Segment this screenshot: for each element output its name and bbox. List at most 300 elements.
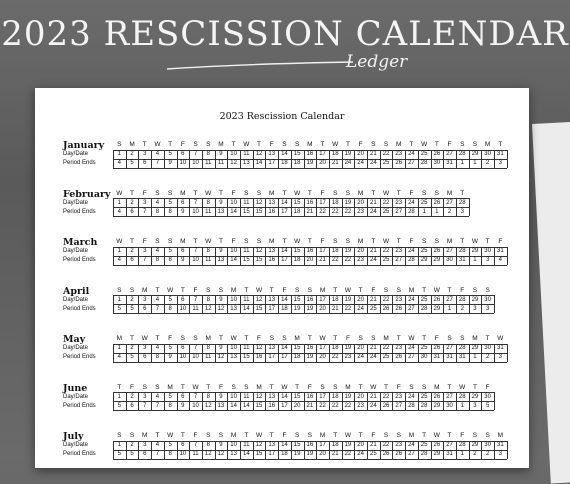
- period-end-cell: 26: [395, 354, 403, 360]
- month-name: June: [63, 382, 88, 394]
- row-label-period-ends: Period Ends: [63, 160, 96, 166]
- weekday-cell: T: [307, 335, 312, 342]
- month-block: [35, 431, 529, 471]
- grid-divider: [316, 247, 317, 265]
- grid-divider: [418, 247, 419, 265]
- period-end-cell: 15: [243, 208, 250, 215]
- date-cell: 11: [243, 151, 250, 157]
- weekday-cell: T: [434, 141, 439, 148]
- weekday-cell: M: [396, 141, 402, 148]
- weekday-cell: T: [333, 432, 338, 439]
- period-end-cell: 28: [420, 160, 428, 166]
- period-end-cell: 28: [408, 208, 415, 215]
- weekday-cell: F: [434, 335, 439, 342]
- period-end-cell: 16: [268, 402, 276, 409]
- weekday-cell: F: [460, 286, 465, 294]
- grid-divider: [469, 392, 470, 410]
- weekday-cell: S: [282, 141, 287, 148]
- date-cell: 16: [306, 296, 314, 303]
- date-cell: 26: [433, 442, 441, 448]
- period-end-cell: 28: [420, 451, 428, 457]
- weekday-cell: T: [168, 141, 173, 148]
- period-end-cell: 6: [143, 160, 147, 166]
- grid-divider: [469, 344, 470, 362]
- weekday-cell: M: [472, 335, 478, 342]
- period-end-cell: 30: [420, 354, 428, 360]
- sheet-title: 2023 Rescission Calendar: [219, 111, 345, 122]
- date-cell: 18: [331, 296, 339, 303]
- weekday-cell: W: [382, 238, 390, 245]
- period-end-cell: 9: [168, 160, 172, 166]
- weekday-cell: S: [167, 238, 173, 245]
- date-cell: 6: [181, 393, 185, 400]
- weekday-cell: F: [485, 383, 490, 391]
- weekday-cell: S: [294, 141, 300, 148]
- weekday-cell: F: [142, 189, 147, 197]
- weekday-cell: M: [408, 286, 415, 294]
- date-cell: 1: [117, 199, 122, 206]
- weekday-cell: T: [206, 383, 211, 391]
- weekday-cell: S: [383, 141, 389, 148]
- row-label-day-date: Day/Date: [63, 296, 89, 303]
- grid-divider: [278, 295, 279, 313]
- period-end-cell: 14: [230, 257, 237, 263]
- weekday-cell: T: [218, 189, 223, 197]
- grid-divider: [113, 150, 114, 168]
- period-end-cell: 5: [117, 305, 122, 312]
- period-end-cell: 22: [331, 354, 339, 360]
- weekday-cell: W: [344, 286, 351, 294]
- date-cell: 30: [484, 296, 491, 303]
- period-end-cell: 6: [143, 305, 147, 312]
- grid-divider: [265, 247, 266, 265]
- grid-divider: [291, 344, 292, 362]
- date-cell: 10: [230, 199, 237, 206]
- weekday-cell: T: [333, 335, 338, 342]
- grid-divider: [329, 295, 330, 313]
- date-cell: 24: [408, 345, 415, 351]
- period-end-cell: 1: [422, 208, 426, 215]
- grid-divider: [405, 198, 406, 216]
- weekday-cell: T: [358, 432, 363, 439]
- date-cell: 16: [306, 393, 314, 400]
- grid-divider: [138, 392, 139, 410]
- weekday-cell: W: [154, 141, 161, 148]
- grid-divider: [354, 344, 355, 362]
- grid-divider: [405, 247, 406, 265]
- date-cell: 26: [433, 248, 441, 254]
- period-end-cell: 5: [130, 160, 134, 166]
- date-cell: 16: [306, 199, 314, 206]
- weekday-cell: T: [244, 432, 249, 439]
- period-end-cell: 4: [117, 257, 122, 263]
- weekday-cell: S: [294, 286, 300, 294]
- date-cell: 22: [382, 248, 390, 254]
- date-cell: 27: [446, 345, 453, 351]
- period-end-cell: 13: [230, 354, 237, 360]
- grid-divider: [329, 198, 330, 216]
- grid-divider: [304, 150, 305, 168]
- grid-divider: [443, 295, 444, 313]
- period-end-cell: 14: [230, 402, 237, 409]
- weekday-cell: T: [130, 335, 135, 342]
- grid-divider: [265, 344, 266, 362]
- period-end-cell: 27: [408, 451, 415, 457]
- period-end-cell: 5: [485, 402, 490, 409]
- grid-divider: [253, 295, 254, 313]
- weekday-cell: T: [218, 335, 223, 342]
- grid-divider: [265, 392, 266, 410]
- period-end-cell: 7: [155, 451, 160, 457]
- grid-divider: [202, 198, 203, 216]
- date-cell: 5: [168, 296, 172, 303]
- date-cell: 14: [281, 345, 288, 351]
- weekday-cell: S: [117, 141, 122, 148]
- weekday-cell: W: [408, 335, 415, 342]
- weekday-cell: W: [116, 238, 123, 245]
- period-end-cell: 6: [130, 208, 134, 215]
- period-end-cell: 18: [281, 451, 288, 457]
- row-label-period-ends: Period Ends: [63, 402, 96, 409]
- weekday-cell: T: [447, 383, 452, 391]
- date-cell: 18: [331, 442, 339, 448]
- period-end-cell: 22: [344, 208, 352, 215]
- weekday-cell: M: [167, 383, 173, 391]
- date-cell: 11: [243, 199, 250, 206]
- date-cell: 15: [293, 199, 301, 206]
- grid-divider: [227, 392, 228, 410]
- weekday-cell: W: [205, 189, 212, 197]
- period-end-cell: 22: [331, 208, 339, 215]
- period-end-cell: 25: [382, 208, 390, 215]
- period-end-cell: 15: [255, 305, 263, 312]
- grid-divider: [494, 392, 495, 410]
- grid-divider: [189, 392, 190, 410]
- period-end-cell: 3: [498, 354, 503, 360]
- period-end-cell: 4: [117, 354, 122, 360]
- period-end-cell: 25: [382, 354, 390, 360]
- date-cell: 8: [206, 151, 210, 157]
- row-label-period-ends: Period Ends: [63, 354, 96, 360]
- period-end-cell: 1: [435, 208, 439, 215]
- period-end-cell: 1: [460, 451, 464, 457]
- grid-divider: [138, 247, 139, 265]
- date-cell: 5: [168, 151, 172, 157]
- grid-divider: [253, 150, 254, 168]
- period-end-cell: 16: [268, 257, 276, 263]
- weekday-cell: S: [307, 432, 313, 439]
- weekday-cell: S: [333, 238, 338, 245]
- weekday-cell: M: [408, 432, 415, 439]
- weekday-cell: T: [485, 238, 490, 245]
- period-end-cell: 23: [357, 208, 364, 215]
- period-end-cell: 19: [306, 160, 314, 166]
- grid-divider: [316, 198, 317, 216]
- date-cell: 5: [168, 248, 172, 254]
- period-end-cell: 7: [143, 208, 147, 215]
- period-end-cell: 20: [319, 451, 326, 457]
- date-cell: 2: [130, 248, 134, 254]
- grid-divider: [469, 198, 470, 216]
- weekday-cell: W: [167, 432, 174, 439]
- grid-divider: [177, 150, 178, 168]
- grid-divider: [380, 392, 381, 410]
- grid-divider: [418, 150, 419, 168]
- period-end-cell: 1: [473, 354, 477, 360]
- weekday-cell: W: [230, 335, 237, 342]
- date-cell: 10: [230, 393, 237, 400]
- date-cell: 10: [230, 345, 237, 351]
- weekday-cell: T: [307, 189, 312, 197]
- period-end-cell: 15: [255, 402, 263, 409]
- period-end-cell: 12: [204, 305, 212, 312]
- date-cell: 6: [181, 151, 185, 157]
- period-end-cell: 14: [243, 451, 250, 457]
- weekday-cell: S: [117, 432, 122, 439]
- date-cell: 29: [471, 393, 479, 400]
- weekday-cell: W: [382, 189, 390, 197]
- grid-divider: [342, 392, 343, 410]
- period-end-cell: 3: [485, 305, 490, 312]
- row-label-day-date: Day/Date: [63, 393, 89, 400]
- date-cell: 21: [370, 393, 377, 400]
- period-end-cell: 9: [181, 402, 185, 409]
- period-end-cell: 17: [268, 451, 276, 457]
- row-label-day-date: Day/Date: [63, 345, 89, 351]
- date-cell: 30: [484, 151, 491, 157]
- period-end-cell: 12: [217, 451, 225, 457]
- grid-divider: [164, 392, 165, 410]
- date-cell: 16: [306, 248, 314, 254]
- weekday-cell: S: [396, 432, 401, 439]
- weekday-cell: M: [256, 383, 262, 391]
- weekday-cell: S: [244, 383, 249, 391]
- weekday-cell: S: [206, 286, 211, 294]
- date-cell: 30: [484, 248, 491, 254]
- weekday-cell: T: [142, 141, 147, 148]
- weekday-cell: T: [460, 238, 465, 245]
- weekday-cell: F: [307, 383, 312, 391]
- period-end-cell: 19: [306, 451, 314, 457]
- grid-divider: [253, 198, 254, 216]
- date-cell: 7: [193, 248, 198, 254]
- grid-divider: [456, 198, 457, 216]
- date-cell: 1: [117, 248, 122, 254]
- weekday-cell: F: [396, 383, 401, 391]
- date-cell: 25: [420, 248, 428, 254]
- weekday-cell: S: [333, 189, 338, 197]
- date-cell: 25: [420, 296, 428, 303]
- weekday-cell: T: [358, 383, 363, 391]
- grid-divider: [507, 344, 508, 362]
- date-cell: 11: [243, 296, 250, 303]
- weekday-cell: T: [447, 286, 452, 294]
- date-cell: 29: [471, 345, 479, 351]
- grid-divider: [126, 150, 127, 168]
- weekday-cell: M: [116, 335, 123, 342]
- grid-divider: [304, 344, 305, 362]
- weekday-cell: S: [193, 335, 198, 342]
- period-end-cell: 11: [205, 257, 212, 263]
- weekday-cell: M: [269, 238, 275, 245]
- period-end-cell: 12: [230, 160, 237, 166]
- weekday-cell: S: [256, 238, 262, 245]
- weekday-cell: M: [319, 286, 326, 294]
- date-cell: 17: [319, 345, 326, 351]
- period-end-cell: 29: [433, 257, 441, 263]
- date-cell: 2: [130, 393, 134, 400]
- weekday-cell: S: [231, 383, 236, 391]
- period-end-cell: 17: [268, 354, 276, 360]
- period-end-cell: 20: [319, 354, 326, 360]
- period-end-cell: 10: [192, 257, 199, 263]
- period-end-cell: 24: [370, 354, 377, 360]
- grid-divider: [405, 295, 406, 313]
- weekday-cell: T: [320, 141, 325, 148]
- date-cell: 22: [382, 345, 390, 351]
- grid-divider: [456, 392, 457, 410]
- grid-divider: [304, 247, 305, 265]
- weekday-cell: S: [434, 238, 440, 245]
- date-cell: 23: [395, 345, 403, 351]
- date-cell: 26: [433, 151, 441, 157]
- weekday-cell: F: [168, 335, 173, 342]
- date-cell: 5: [168, 393, 172, 400]
- weekday-cell: T: [244, 335, 249, 342]
- date-cell: 26: [433, 345, 441, 351]
- date-cell: 20: [357, 296, 364, 303]
- date-cell: 19: [344, 393, 352, 400]
- grid-divider: [481, 392, 482, 410]
- date-cell: 23: [395, 442, 403, 448]
- date-cell: 19: [344, 199, 352, 206]
- grid-divider: [291, 247, 292, 265]
- period-end-cell: 8: [168, 208, 172, 215]
- period-end-cell: 21: [306, 402, 314, 409]
- period-end-cell: 3: [473, 402, 477, 409]
- date-cell: 9: [219, 151, 223, 157]
- period-end-cell: 11: [192, 451, 199, 457]
- grid-divider: [189, 150, 190, 168]
- date-cell: 15: [293, 345, 301, 351]
- grid-divider: [354, 198, 355, 216]
- grid-divider: [443, 150, 444, 168]
- date-cell: 14: [281, 248, 288, 254]
- grid-divider: [113, 344, 114, 362]
- date-cell: 9: [219, 199, 223, 206]
- weekday-cell: T: [396, 335, 401, 342]
- period-end-cell: 27: [395, 257, 403, 263]
- weekday-cell: W: [370, 383, 377, 391]
- weekday-cell: F: [231, 238, 236, 245]
- date-cell: 21: [370, 296, 377, 303]
- period-end-cell: 17: [281, 354, 288, 360]
- weekday-cell: F: [460, 432, 465, 439]
- grid-divider: [456, 247, 457, 265]
- weekday-cell: T: [282, 238, 287, 245]
- weekday-cell: T: [422, 432, 427, 439]
- period-end-cell: 7: [155, 160, 160, 166]
- weekday-cell: F: [193, 432, 198, 439]
- weekday-cell: T: [180, 383, 185, 391]
- grid-divider: [202, 392, 203, 410]
- weekday-cell: T: [485, 335, 490, 342]
- period-end-cell: 25: [370, 451, 377, 457]
- grid-divider: [113, 295, 114, 313]
- date-cell: 27: [446, 151, 453, 157]
- date-cell: 7: [193, 296, 198, 303]
- weekday-cell: T: [269, 383, 274, 391]
- weekday-cell: W: [243, 141, 250, 148]
- date-cell: 18: [331, 199, 339, 206]
- weekday-cell: T: [180, 286, 185, 294]
- date-cell: 18: [331, 345, 339, 351]
- weekday-cell: T: [472, 383, 477, 391]
- weekday-cell: F: [282, 286, 287, 294]
- date-cell: 22: [382, 296, 390, 303]
- period-end-cell: 31: [458, 257, 466, 263]
- weekday-cell: M: [497, 432, 504, 439]
- date-cell: 14: [281, 199, 288, 206]
- period-end-cell: 4: [498, 257, 503, 263]
- grid-divider: [113, 392, 114, 410]
- date-cell: 7: [193, 442, 198, 448]
- period-end-cell: 17: [268, 305, 276, 312]
- grid-divider: [456, 150, 457, 168]
- weekday-cell: M: [142, 432, 148, 439]
- period-end-cell: 31: [433, 354, 441, 360]
- date-cell: 22: [382, 393, 390, 400]
- grid-divider: [367, 247, 368, 265]
- period-end-cell: 18: [293, 257, 301, 263]
- grid-divider: [215, 247, 216, 265]
- grid-divider: [418, 392, 419, 410]
- period-end-cell: 10: [179, 160, 187, 166]
- date-cell: 10: [230, 296, 237, 303]
- grid-divider: [227, 247, 228, 265]
- background-paper: [532, 121, 570, 484]
- weekday-cell: W: [332, 141, 339, 148]
- weekday-cell: F: [345, 335, 350, 342]
- period-end-cell: 12: [204, 451, 212, 457]
- date-cell: 13: [268, 393, 276, 400]
- date-cell: 4: [155, 442, 160, 448]
- date-cell: 15: [293, 248, 301, 254]
- grid-divider: [392, 150, 393, 168]
- period-end-cell: 22: [344, 451, 352, 457]
- grid-divider: [113, 198, 114, 216]
- period-end-cell: 13: [243, 160, 250, 166]
- month-name: May: [63, 334, 86, 345]
- weekday-cell: T: [155, 335, 160, 342]
- period-end-cell: 31: [446, 160, 453, 166]
- weekday-cell: T: [422, 335, 427, 342]
- date-cell: 19: [344, 248, 352, 254]
- grid-divider: [265, 150, 266, 168]
- period-end-cell: 8: [168, 451, 172, 457]
- period-end-cell: 10: [179, 451, 187, 457]
- weekday-cell: S: [206, 432, 211, 439]
- period-end-cell: 28: [420, 402, 428, 409]
- grid-divider: [278, 392, 279, 410]
- weekday-cell: S: [320, 383, 325, 391]
- date-cell: 28: [458, 199, 466, 206]
- period-end-cell: 26: [395, 451, 403, 457]
- period-end-cell: 7: [143, 257, 147, 263]
- weekday-cell: T: [422, 286, 427, 294]
- grid-divider: [138, 295, 139, 313]
- weekday-cell: T: [409, 141, 414, 148]
